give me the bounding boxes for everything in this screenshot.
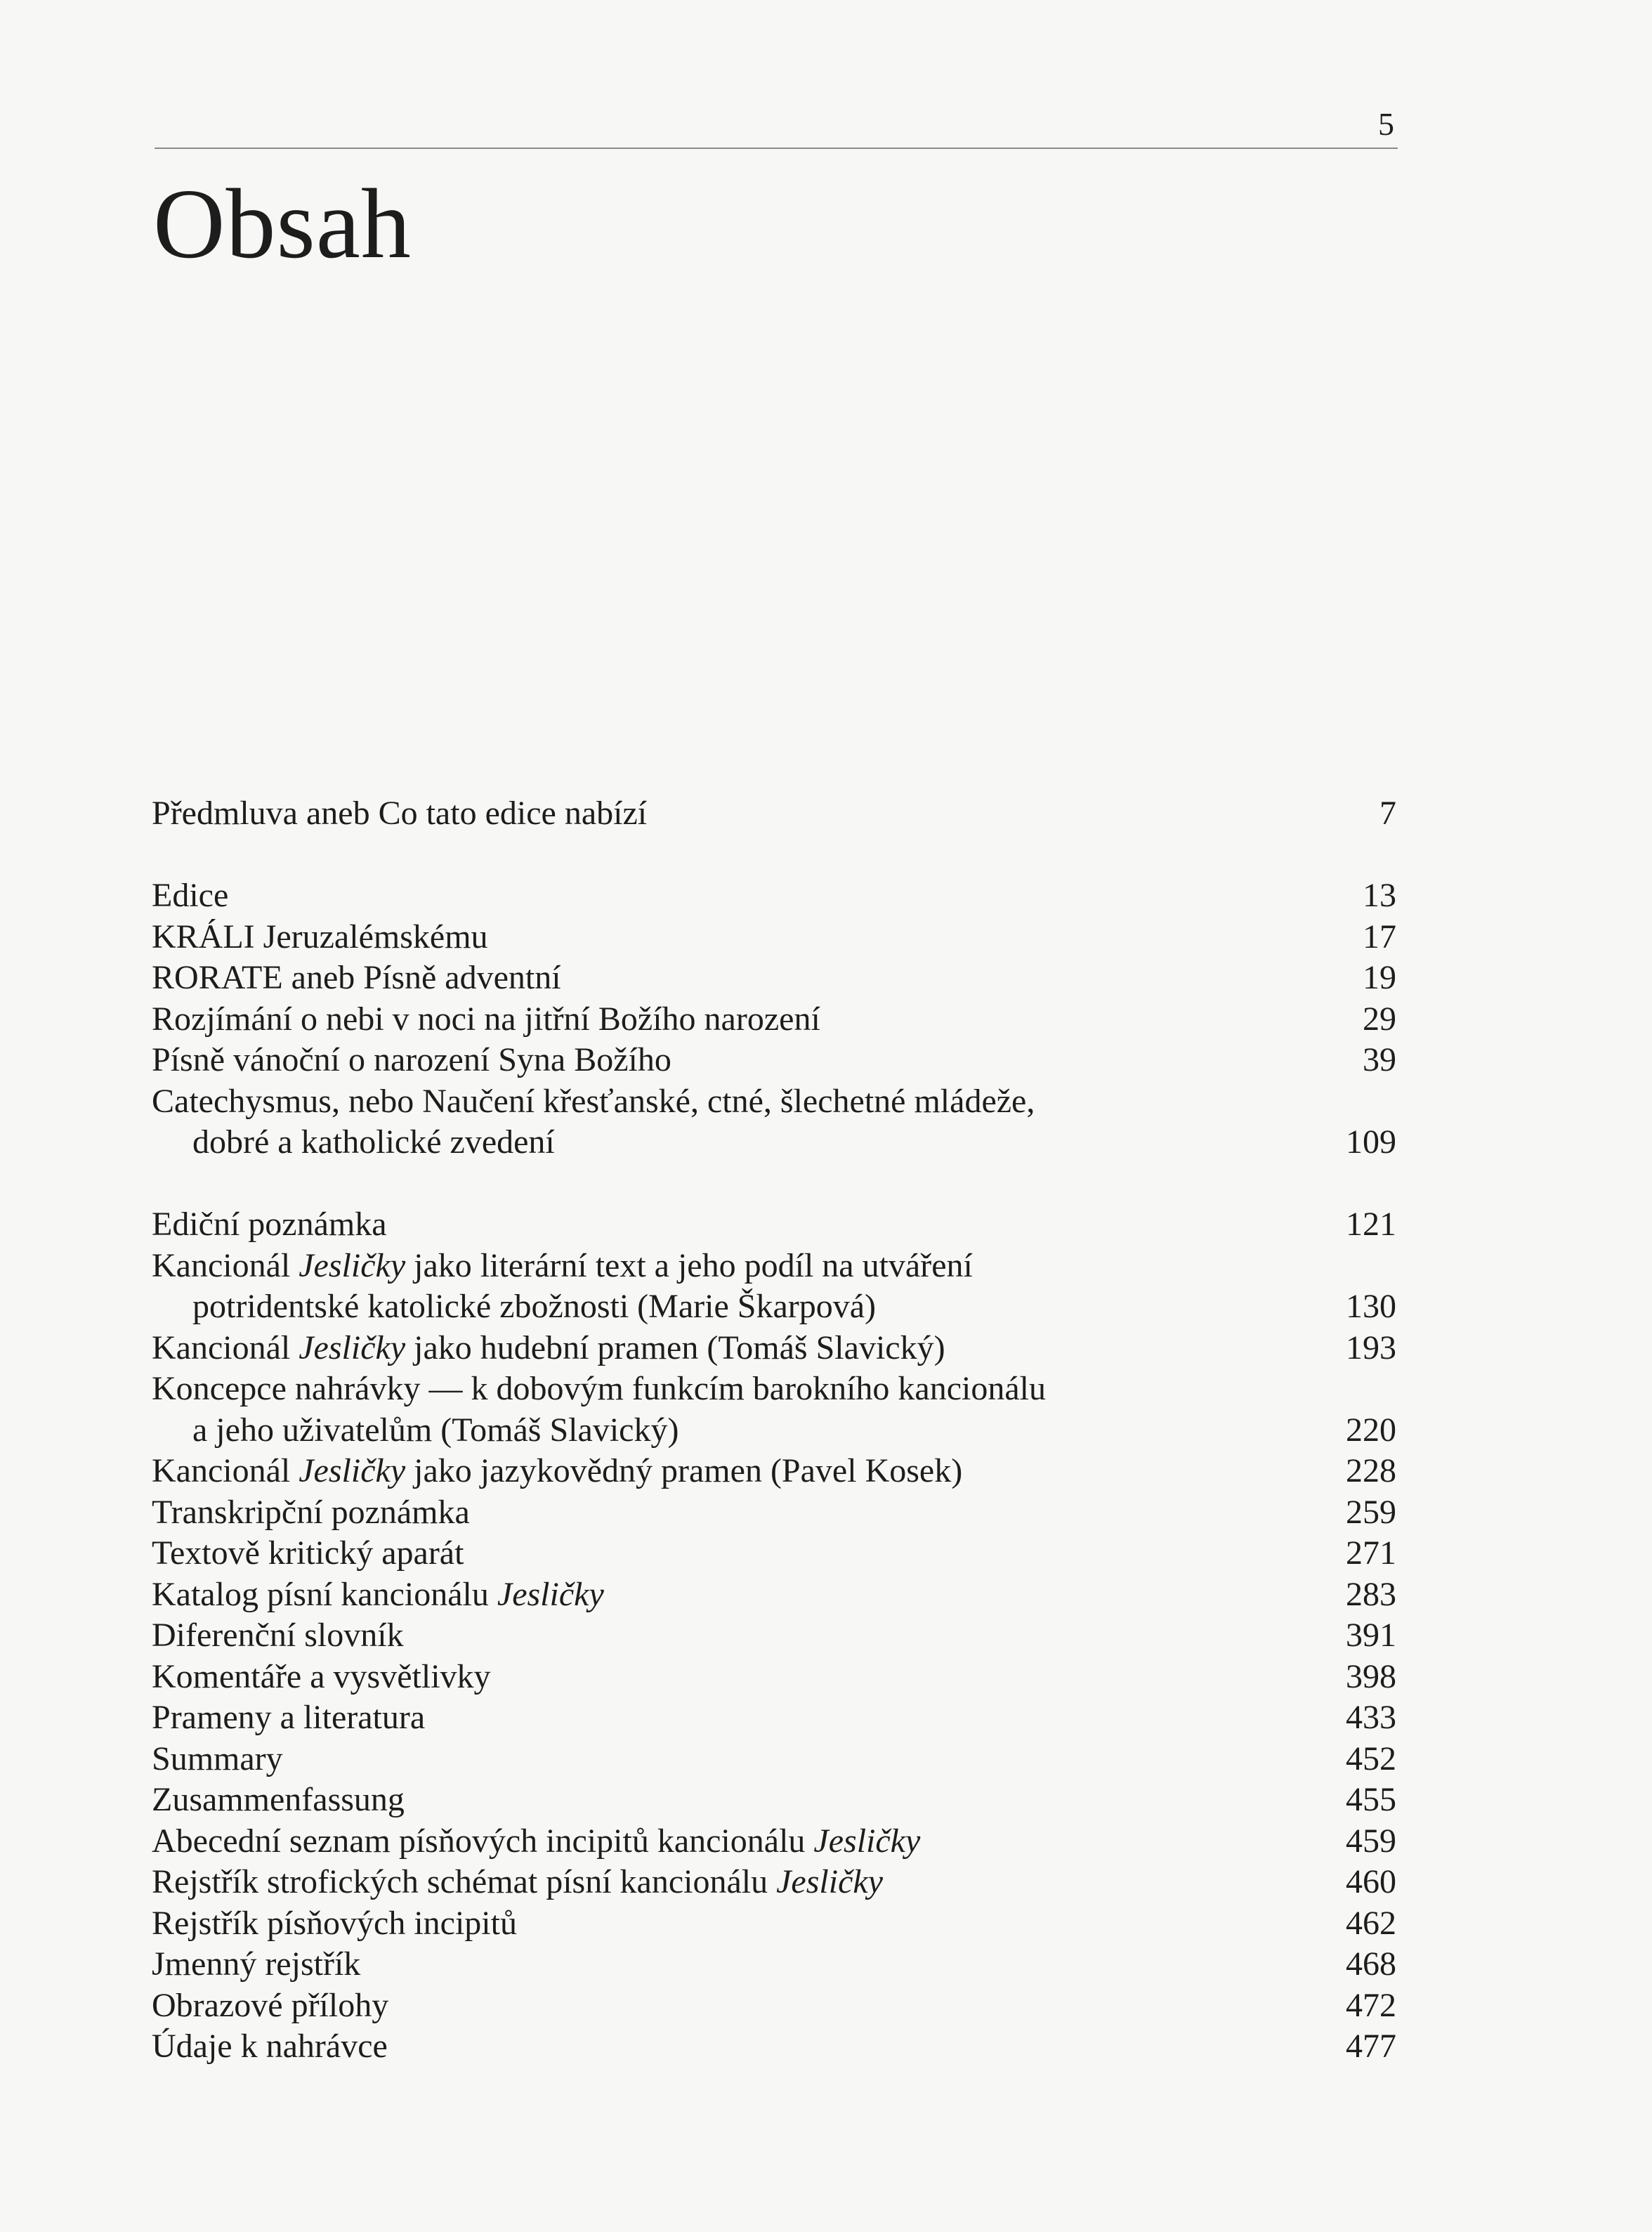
toc-entry-continuation-line: potridentské katolické zbožnosti (Marie Škarpová) [192, 1288, 877, 1325]
toc-entry[interactable] [152, 1040, 1396, 1081]
toc-entry-line: Diferenční slovník [152, 1617, 404, 1654]
toc-entry-page-number: 391 [1346, 1617, 1396, 1654]
toc-entry-line: Kancionál Jesličky jako literární text a jeho podíl na utváření [152, 1246, 973, 1284]
toc-entry-line: Koncepce nahrávky — k dobovým funkcím barokního kancionálu [152, 1370, 1046, 1407]
toc-entry-line: Rozjímání o nebi v noci na jitřní Božího narození [152, 1000, 820, 1038]
toc-entry[interactable] [152, 1246, 1396, 1328]
toc-entry[interactable] [152, 1492, 1396, 1534]
toc-entry-title [152, 1492, 1284, 1534]
page-number: 5 [1378, 106, 1394, 142]
toc-entry[interactable] [152, 2026, 1396, 2068]
toc-entry-title [152, 1328, 1284, 1369]
page-title: Obsah [153, 168, 412, 279]
toc-entry[interactable] [152, 1697, 1396, 1739]
toc-entry-line: Rejstřík strofických schémat písní kancionálu Jesličky [152, 1863, 883, 1900]
toc-entry[interactable] [152, 1862, 1396, 1903]
toc-entry-page-number: 460 [1346, 1863, 1396, 1900]
toc-entry-page-number: 462 [1346, 1904, 1396, 1942]
toc-entry-title [152, 1657, 1284, 1698]
italic-work-title: Jesličky [299, 1329, 406, 1366]
toc-entry[interactable] [152, 1533, 1396, 1574]
toc-entry-title [152, 1369, 1284, 1451]
toc-entry-line: Údaje k nahrávce [152, 2028, 388, 2065]
toc-entry-title [152, 1533, 1284, 1574]
toc-entry-line: Katalog písní kancionálu Jesličky [152, 1575, 604, 1613]
italic-work-title: Jesličky [299, 1452, 406, 1489]
toc-entry-page-number: 271 [1346, 1534, 1396, 1572]
toc-entry[interactable] [152, 999, 1396, 1040]
group-separator [152, 835, 1396, 876]
header-rule [155, 148, 1398, 149]
toc-entry-title [152, 1451, 1284, 1492]
toc-entry[interactable] [152, 958, 1396, 999]
toc-entry-continuation-line: a jeho uživatelům (Tomáš Slavický) [192, 1411, 679, 1449]
toc-entry-line: Jmenný rejstřík [152, 1945, 361, 1983]
toc-entry-line: Kancionál Jesličky jako hudební pramen (Tomáš Slavický) [152, 1329, 945, 1366]
toc-entry[interactable] [152, 1328, 1396, 1369]
toc-entry-page-number: 398 [1346, 1657, 1396, 1695]
toc-entry-line: Rejstřík písňových incipitů [152, 1904, 517, 1942]
toc-entry-title [152, 1903, 1284, 1945]
toc-entry-page-number: 459 [1346, 1822, 1396, 1860]
toc-entry-line: Abecední seznam písňových incipitů kancionálu Jesličky [152, 1822, 921, 1860]
toc-entry-page-number: 433 [1346, 1699, 1396, 1736]
toc-entry-title [152, 1985, 1284, 2027]
toc-entry-page-number: 477 [1346, 2028, 1396, 2065]
toc-entry[interactable] [152, 1657, 1396, 1698]
italic-work-title: Jesličky [776, 1863, 883, 1900]
toc-entry-line: Zusammenfassung [152, 1781, 405, 1818]
toc-entry-title [152, 1081, 1284, 1163]
toc-entry-page-number: 19 [1363, 959, 1396, 996]
toc-entry-page-number: 228 [1346, 1452, 1396, 1489]
toc-entry-page-number: 472 [1346, 1986, 1396, 2024]
italic-work-title: Jesličky [813, 1822, 921, 1860]
toc-entry-page-number: 29 [1363, 1000, 1396, 1038]
table-of-contents [152, 793, 1396, 2068]
toc-entry-line: Komentáře a vysvětlivky [152, 1657, 491, 1695]
toc-entry-line: RORATE aneb Písně adventní [152, 959, 561, 996]
toc-entry[interactable] [152, 1081, 1396, 1163]
toc-entry-line: KRÁLI Jeruzalémskému [152, 918, 488, 955]
toc-entry-page-number: 109 [1346, 1123, 1396, 1161]
toc-entry-page-number: 220 [1346, 1411, 1396, 1449]
toc-entry-title [152, 1780, 1284, 1821]
toc-entry-line: Ediční poznámka [152, 1206, 387, 1243]
toc-entry-page-number: 452 [1346, 1740, 1396, 1777]
toc-entry-page-number: 39 [1363, 1041, 1396, 1078]
group-separator [152, 1163, 1396, 1205]
toc-entry-page-number: 259 [1346, 1493, 1396, 1531]
toc-entry-line: Obrazové přílohy [152, 1986, 389, 2024]
toc-entry-line: Catechysmus, nebo Naučení křesťanské, ctné, šlechetné mládeže, [152, 1082, 1035, 1120]
toc-entry-page-number: 17 [1363, 918, 1396, 955]
toc-entry-title [152, 1615, 1284, 1657]
toc-entry-title [152, 958, 1284, 999]
toc-entry-title [152, 999, 1284, 1040]
toc-entry-line: Edice [152, 877, 229, 914]
italic-work-title: Jesličky [299, 1246, 406, 1284]
toc-entry-page-number: 7 [1379, 795, 1396, 832]
toc-entry[interactable] [152, 1780, 1396, 1821]
toc-entry[interactable] [152, 917, 1396, 958]
toc-entry-title [152, 1739, 1284, 1780]
toc-entry-title [152, 1821, 1284, 1862]
toc-entry[interactable] [152, 875, 1396, 917]
toc-entry-page-number: 193 [1346, 1329, 1396, 1366]
toc-entry[interactable] [152, 1944, 1396, 1985]
toc-entry[interactable] [152, 1369, 1396, 1451]
italic-work-title: Jesličky [497, 1575, 604, 1613]
toc-entry[interactable] [152, 1903, 1396, 1945]
toc-entry-line: Summary [152, 1740, 283, 1777]
toc-entry-line: Prameny a literatura [152, 1699, 426, 1736]
toc-entry-title [152, 917, 1284, 958]
toc-entry-page-number: 455 [1346, 1781, 1396, 1818]
toc-entry[interactable] [152, 1204, 1396, 1246]
toc-entry-title [152, 793, 1284, 835]
toc-entry-page-number: 13 [1363, 877, 1396, 914]
toc-entry-page-number: 130 [1346, 1288, 1396, 1325]
toc-entry[interactable] [152, 793, 1396, 835]
toc-entry-title [152, 1204, 1284, 1246]
toc-entry[interactable] [152, 1615, 1396, 1657]
toc-entry-line: Transkripční poznámka [152, 1493, 470, 1531]
toc-entry-title [152, 1944, 1284, 1985]
toc-entry-line: Textově kritický aparát [152, 1534, 464, 1572]
toc-entry-page-number: 468 [1346, 1945, 1396, 1983]
toc-entry-line: Předmluva aneb Co tato edice nabízí [152, 795, 648, 832]
toc-entry[interactable] [152, 1985, 1396, 2027]
toc-entry-page-number: 283 [1346, 1575, 1396, 1613]
toc-entry-title [152, 1574, 1284, 1616]
toc-entry-title [152, 1862, 1284, 1903]
toc-entry-line: Písně vánoční o narození Syna Božího [152, 1041, 671, 1078]
toc-entry[interactable] [152, 1739, 1396, 1780]
toc-entry-title [152, 1246, 1284, 1328]
toc-entry-continuation-line: dobré a katholické zvedení [192, 1123, 555, 1161]
toc-entry-title [152, 875, 1284, 917]
toc-entry-title [152, 2026, 1284, 2068]
toc-entry[interactable] [152, 1451, 1396, 1492]
toc-entry-title [152, 1697, 1284, 1739]
toc-entry-line: Kancionál Jesličky jako jazykovědný pramen (Pavel Kosek) [152, 1452, 963, 1489]
toc-entry[interactable] [152, 1821, 1396, 1862]
toc-entry-page-number: 121 [1346, 1206, 1396, 1243]
toc-entry-title [152, 1040, 1284, 1081]
toc-entry[interactable] [152, 1574, 1396, 1616]
